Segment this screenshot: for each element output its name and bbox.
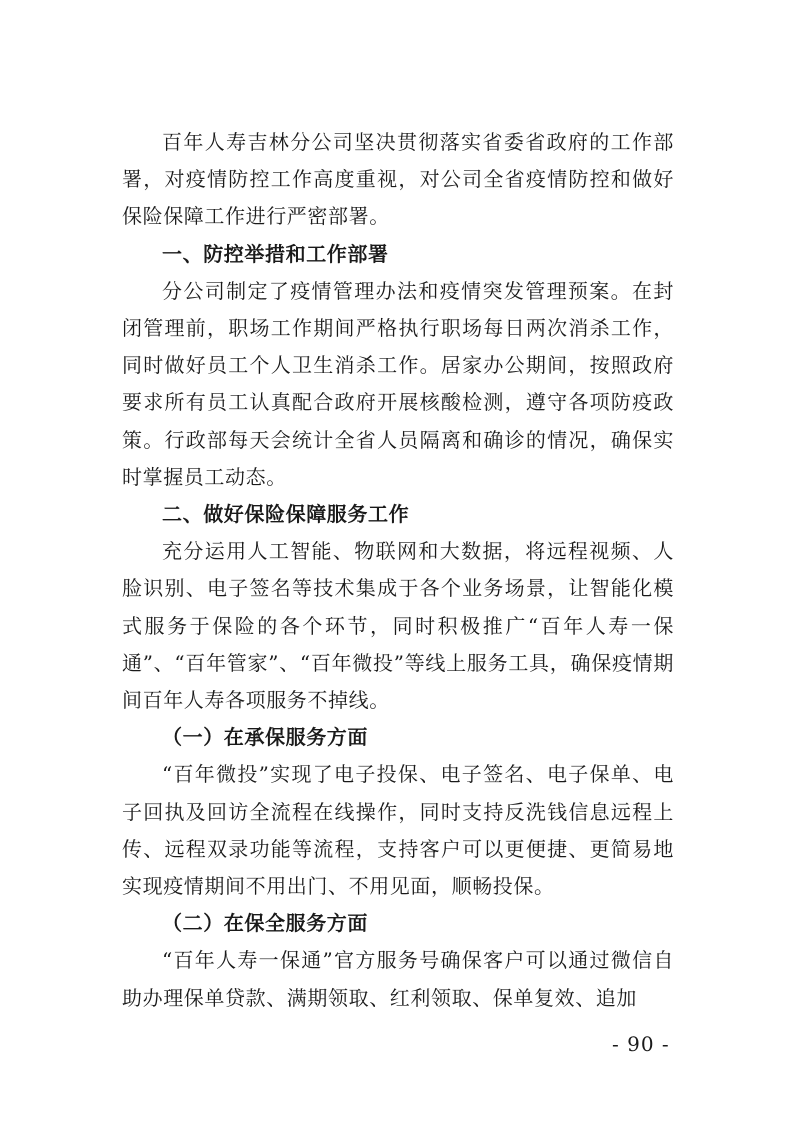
subsection-heading-2: （二）在保全服务方面 [162, 911, 368, 936]
subsection-2-paragraph: “百年人寿一保通”官方服务号确保客户可以通过微信自助办理保单贷款、满期领取、红利领取、保单复效、追加 [122, 948, 674, 1010]
section-1-paragraph: 分公司制定了疫情管理办法和疫情突发管理预案。在封闭管理前，职场工作期间严格执行职场每日两次消杀工作，同时做好员工个人卫生消杀工作。居家办公期间，按照政府要求所有员工认真配合政府开展核酸检测，遵守各项防疫政策。行政部每天会统计全省人员隔离和确诊的情况，确保实时掌握员工动态。 [122, 278, 674, 489]
section-2-paragraph: 充分运用人工智能、物联网和大数据，将远程视频、人脸识别、电子签名等技术集成于各个业务场景，让智能化模式服务于保险的各个环节，同时积极推广“百年人寿一保通”、“百年管家”、“百年微投”等线上服务工具，确保疫情期间百年人寿各项服务不掉线。 [122, 539, 674, 713]
intro-paragraph: 百年人寿吉林分公司坚决贯彻落实省委省政府的工作部署，对疫情防控工作高度重视，对公司全省疫情防控和做好保险保障工作进行严密部署。 [122, 130, 674, 229]
page-number: - 90 - [612, 1032, 670, 1056]
section-heading-2: 二、做好保险保障服务工作 [162, 502, 410, 527]
document-body [122, 124, 674, 1017]
subsection-heading-1: （一）在承保服务方面 [162, 725, 368, 750]
subsection-1-paragraph: “百年微投”实现了电子投保、电子签名、电子保单、电子回执及回访全流程在线操作，同时支持反洗钱信息远程上传、远程双录功能等流程，支持客户可以更便捷、更简易地实现疫情期间不用出门、不用见面，顺畅投保。 [122, 762, 674, 899]
section-heading-1: 一、防控举措和工作部署 [162, 241, 389, 266]
